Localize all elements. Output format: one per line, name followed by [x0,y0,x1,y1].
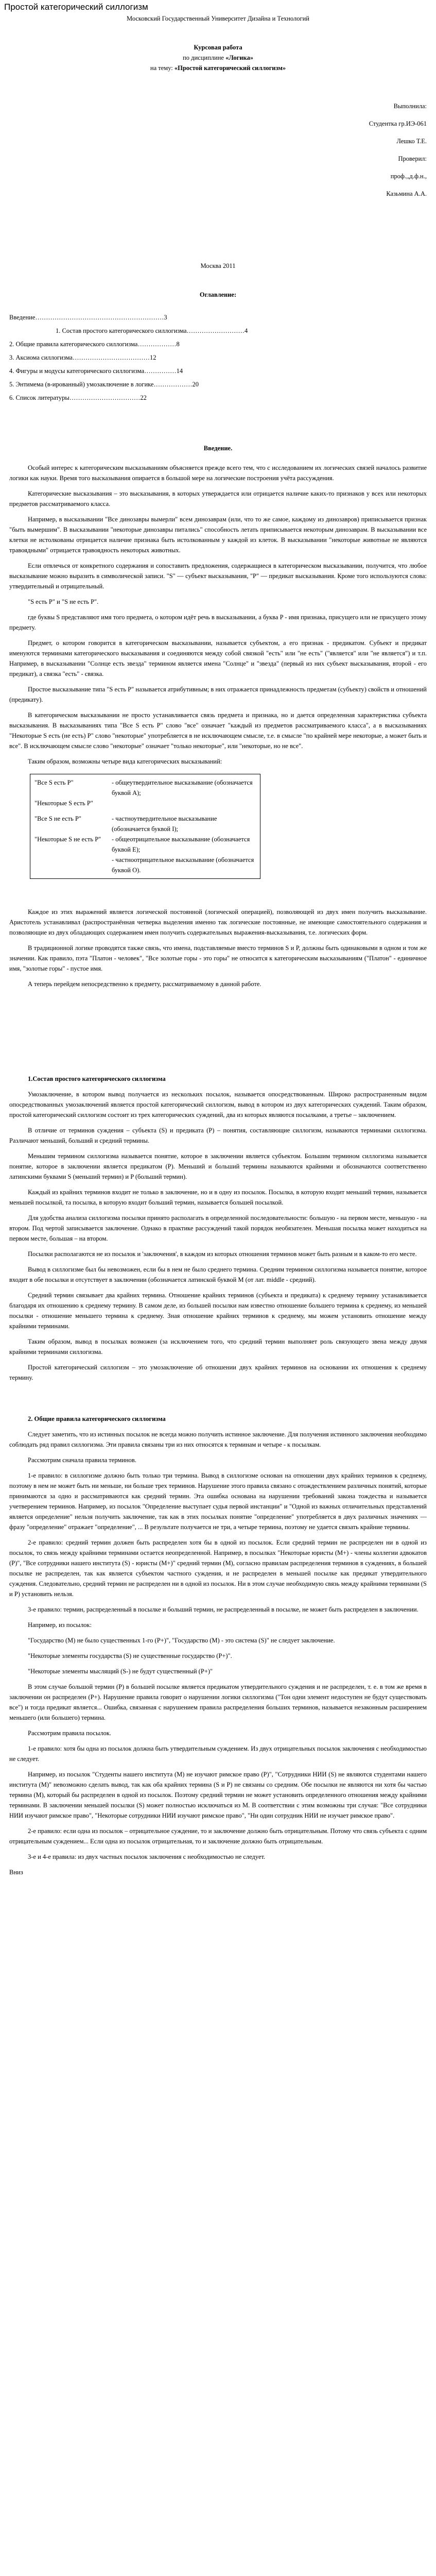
intro-paragraph: Например, в высказывании "Все динозавры вымерли" всем динозаврам (или, что то же самое, каждому из динозавров) приписывается признак "быть вымершим". В высказывании "некоторые динозавры питались" способность летать приписывается некоторым динозаврам. В высказывании все клетки не истолкованы отрицается наличие признака быть истолкованным у каждой из клеток. В высказывании "некоторые животные не являются травоядными" отрицается травоядность некоторых животных. [9,516,427,554]
discipline-line: по дисциплине «Логика» [183,54,253,61]
judgement-type-row: "Все S не есть P" - частноутвердительное высказывание (обозначается буквой I); [34,815,217,833]
toc-title: Оглавление: [199,291,237,298]
section-2-paragraph: 1-е правило: в силлогизме должно быть только три термина. Вывод в силлогизме основан на отношении двух крайних терминов к среднему, поэтому в нем не может быть ни меньше, ни больше трех терминов. Нарушение этого правила связано с отождествлением различных понятий, которые принимаются за одно и рассматриваются как средний термин. Эта ошибка основана на нарушении требований закона тождества и называется учетверением терминов. Например, из посылок "Определение выступает судья первой инстанции" и "Одной из важных отличительных представлений является определение" нельзя получить заключение, так как в этих посылках понятие "определение" употребляется в двух различных значениях — фразу "определение" отражает "определение", ... В результате получается не три, а четыре термина, поэтому не удается связать крайние термины. [9,1472,427,1531]
judgement-type-row: "Некоторые S не есть P" - общеотрицательное высказывание (обозначается буквой E); [34,836,250,853]
topic-line: на тему: «Простой категорический силлогизм» [150,64,286,72]
intro-paragraph: В категорическом высказывании не просто устанавливается связь предмета и признака, но и дается определенная характеристика субъекта высказывания. В высказываниях типа "Все S есть P" слово "все" означает "каждый из предметов рассматриваемого класса", а в высказываниях "Некоторые S есть (не есть) P" слово "некоторые" употребляется в не исключающем смысле, т.е. в смысле "по крайней мере некоторые, а может быть и все". В исключающем смысле слово "некоторые" означает "только некоторые", или "некоторые, но не все". [9,711,427,750]
intro-paragraph: Категорические высказывания – это высказывания, в которых утверждается или отрицается наличие каких-то признаков у всех или некоторых предметов рассматриваемого класса. [9,490,427,507]
intro-paragraph: где буквы S представляют имя того предмета, о котором идёт речь в высказывании, а буква P - имя признака, присущего или не присущего этому предмету. [9,614,427,631]
section-2-paragraph: 2-е правило: средний термин должен быть распределен хотя бы в одной из посылок. Если средний термин не распределен ни в одной из посылок, то связь между крайними терминами остается неопределенной. Например, в посылках "Некоторые юристы (M+) - члены коллегии адвокатов (P)", "Все сотрудники нашего института (S) - юристы (M+)" средний термин (M), согласно правилам распределения терминов в суждениях, в большей посылке не распределен, так как является субъектом частного суждения, и не распределен в меньшей посылке как предикат утвердительного суждения. Следовательно, средний термин не распределен ни в одной из посылок. Ни в этом случае необходимую связь между крайними терминами (S и P) установить нельзя. [9,1539,427,1598]
section-1-title: 1.Состав простого категорического силлогизма [28,1075,166,1082]
section-2-paragraph: В этом случае большой термин (P) в большей посылке является предикатом утвердительного суждения и не распределен, т. е. в том же время в заключении он распределен (P+). Нарушение правила говорит о нарушении логики силлогизма ("Тон одни элемент недоступен не будут существовать все") и тогда предикат является... Ошибка, связанная с нарушением правила распределения больших терминов, называется незаконным расширением меньшего (или большего) термина. [9,1683,427,1721]
toc-item[interactable]: 3. Аксиома силлогизма………………………………12 [9,354,156,361]
toc-item[interactable]: 2. Общие правила категорического силлогизма………………8 [9,341,180,348]
section-1-paragraph: Вывод в силлогизме был бы невозможен, если бы в нем не было среднего термина. Средним термином силлогизма называется понятие, которое входит в обе посылки и отсутствует в заключении (обозначается латинской буквой M (от лат. middle - средний). [9,1266,427,1283]
toc-list [9,312,427,403]
section-2-paragraph: 1-е правило: хотя бы одна из посылок должна быть утвердительным суждением. Из двух отрицательных посылок заключения с необходимостью не следует. [9,1745,427,1762]
section-1-paragraph: Меньшим термином силлогизма называется понятие, которое в заключении является субъектом. Большим термином силлогизма называется понятие, которое в заключении является предикатом (P). Меньший и больший термины называются крайними и обозначаются соответственно латинскими буквами S (меньший термин) и P (больший термин). [9,1153,427,1180]
intro-paragraph: Простое высказывание типа "S есть P" называется атрибутивным; в них отражается принадлежность предметам (субъекту) свойств и отношений (предикату). [9,686,427,703]
section-1-paragraph: Умозаключение, в котором вывод получается из нескольких посылок, называется опосредствованным. Широко распространенным видом опосредствованных умозаключений является простой категорический силлогизм, вывод в котором из двух категорических суждений. Таким образом, простой категорический силлогизм состоит из трех категорических суждений, два из которых являются посылками, а третье – заключением. [9,1091,427,1118]
judgement-type-row: "Некоторые S есть P" [34,800,93,807]
intro-paragraph: В традиционной логике проводятся также связь, что имена, подставляемые вместо терминов S и P, должны быть одинаковыми в одном и том же значении. Как правило, пэта "Платон - человек", "Все золотые горы - это горы" не относится к категорическим высказываниям ("Платон" - единичное имя, "золотые горы" - пустое имя. [9,944,427,972]
section-2-paragraph: "Некоторые элементы мыслящий (S-) не будут существенный (P+)" [28,1668,213,1675]
city-year: Москва 2011 [200,262,236,269]
section-2-paragraph: 3-е и 4-е правила: из двух частных посылок заключения с необходимостью не следует. [28,1853,266,1860]
section-1-paragraph: Для удобства анализа силлогизма посылки принято располагать в определенной последовательности: большую - на первом месте, меньшую - на втором. Под чертой записывается заключение. Однако в практике рассуждений такой порядок необязателен. Меньшая посылка может находиться на первом месте, большая – на втором. [9,1214,427,1242]
toc-item[interactable]: 5. Энтимема (в-ированный) умозаключение в логике………………20 [9,381,199,388]
section-1-paragraph: В отличие от терминов суждения – субъекта (S) и предиката (P) – понятия, составляющие силлогизм, называются терминами силлогизма. Различают меньший, больший и средний термины. [9,1127,427,1144]
section-2-title: 2. Общие правила категорического силлогизма [28,1415,166,1422]
section-2-paragraph: Например, из посылок: [28,1621,92,1629]
section-2-paragraph: Рассмотрим правила посылок. [28,1730,112,1737]
section-2-paragraph: "Государство (M) не было существенных 1-го (P+)", "Государство (M) - это система (S)" не следует заключение. [28,1637,335,1644]
section-2-paragraph: Следует заметить, что из истинных посылок не всегда можно получить истинное заключение. Для получения истинного заключения необходимо соблюдать ряд правил силлогизма. Эти правила связаны три из них относятся к терминам и четыре - к посылкам. [9,1431,427,1448]
intro-paragraph: Особый интерес к категорическим высказываниям объясняется прежде всего тем, что с исследованием их логических связей началось развитие логики как науки. Время того высказывания опирается в большой мере на логические построения учёта рассуждения. [9,464,427,482]
toc-item[interactable]: Введение……………………………………………………3 [9,314,167,321]
intro-paragraph: Каждое из этих выражений является логической постоянной (логической операцией), позволяющей из двух имен получить высказывание. Аристотель устанавливал (распространённая четверка выделения именно так логические постоянные, не имеющие самостоятельного содержания и позволяющие из двух обладающих содержанием имен получить содержательных выражения-высказывания, т.е. логических форм. [9,908,427,936]
toc-item[interactable]: 6. Список литературы……………………………22 [9,394,147,401]
section-2-paragraph: 2-е правило: если одна из посылок – отрицательное суждение, то и заключение должно быть отрицательным. Потому что связь субъекта с одним отрицательным суждением... Если одна из посылок отрицательная, то и заключение должно быть отрицательным. [9,1827,427,1845]
section-2-paragraph: "Некоторые элементы государства (S) не существенные государство (P+)". [28,1652,232,1659]
section-2-paragraph: Например, из посылок "Студенты нашего института (M) не изучают римское право (P)", "Сотрудники НИИ (S) не являются студентами нашего института (M)" невозможно сделать вывод, так как оба крайних термина (S и P) не связаны со средним. Обе посылки не являются ни хотя бы частью термина (M), который бы распределен в одной из посылок. Поэтому средний термин не может установить определенного отношения между крайними терминами. В заключении меньшей посылки (S) может полностью исключаться из M. В соответствии с этим возможны три случая: "Все сотрудники НИИ изучают римское право", "Некоторые сотрудники НИИ изучают римское право", "Ни один сотрудник НИИ не изучает римское право". [9,1771,427,1819]
intro-paragraph: "S есть P" и "S не есть P". [28,598,99,605]
page-title: Простой категорический силлогизм [4,2,148,12]
intro-paragraph: Если отвлечься от конкретного содержания и сопоставить предложения, содержащиеся в категорическом высказывании, получится, что любое высказывание можно выразить в символической записи. "S" — субъект высказывания, "P" — предикат высказывания. Кроме того используются слова: утвердительный и отрицательный. [9,562,427,590]
section-2-paragraph: 3-е правило: термин, распределенный в посылке и больший термин, не распределенный в посылке, не может быть распределен в заключении. [28,1606,418,1613]
section-1-paragraph: Таким образом, вывод в посылках возможен (за исключением того, что средний термин выполняет роль связующего звена между двумя крайними терминами силлогизма. [9,1338,427,1355]
coursework-heading: Курсовая работа [194,44,242,51]
author-block: Выполнила: Студентка гр.ИЭ-061 Лешко Т.Е. Проверил: проф.,,д.ф.н., Казьмина А.А. [369,103,427,197]
university-name: Московский Государственный Университет Дизайна и Технологий [127,15,309,22]
toc-item[interactable]: 4. Фигуры и модусы категорического силлогизма……………14 [9,367,183,375]
intro-title: Введение. [203,445,233,452]
judgement-type-row: - частноотрицательное высказывание (обозначается буквой O). [112,856,254,874]
judgement-type-row: "Все S есть P" - общеутвердительное высказывание (обозначается буквой A); [34,779,253,796]
section-2-paragraph: Рассмотрим сначала правила терминов. [28,1456,136,1464]
toc-item[interactable]: 1. Состав простого категорического силлогизма………………………4 [56,327,248,334]
section-1-paragraph: Каждый из крайних терминов входит не только в заключение, но и в одну из посылок. Посылка, в которую входит меньший термин, называется меньшей посылкой, та посылка, в которую входит больший термин, называется большей посылкой. [9,1189,427,1206]
intro-paragraph: А теперь перейдем непосредственно к предмету, рассматриваемому в данной работе. [28,980,261,988]
section-1-paragraph: Посылки располагаются не из посылок и 'заключения', в каждом из которых отношения терминов может быть разным и в каком-то его месте. [28,1250,417,1258]
document-body [0,13,436,1888]
intro-paragraph: Таким образом, возможны четыре вида категорических высказываний: [28,758,222,765]
footer-link[interactable]: Вниз [9,1869,23,1876]
section-1-paragraph: Простой категорический силлогизм – это умозаключение об отношении двух крайних терминов на основании их отношения к среднему термину. [9,1364,427,1381]
intro-paragraph: Предмет, о котором говорится в категорическом высказывании, называется субъектом, а его признак - предикатом. Субъект и предикат именуются терминами категорического высказывания и соединяются между собой связкой "есть" или "не есть" ("является" или "не является") и т.п. Например, в высказывании "Солнце есть звезда" термином является имена "Солнце" и "звезда" (первый из них субъект высказывания, второй - его предикат), а связка "есть" - связка. [9,639,427,677]
judgement-types-box [30,774,260,879]
section-1-paragraph: Средний термин связывает два крайних термина. Отношение крайних терминов (субъекта и предиката) к среднему термину устанавливается благодаря их отношению к среднему термину. В самом деле, из большей посылки нам известно отношение большего термина к среднему, из меньшей посылки - отношение меньшего термина к среднему. Зная отношение крайних терминов к среднему, мы можем установить отношение между крайними терминами. [9,1292,427,1330]
